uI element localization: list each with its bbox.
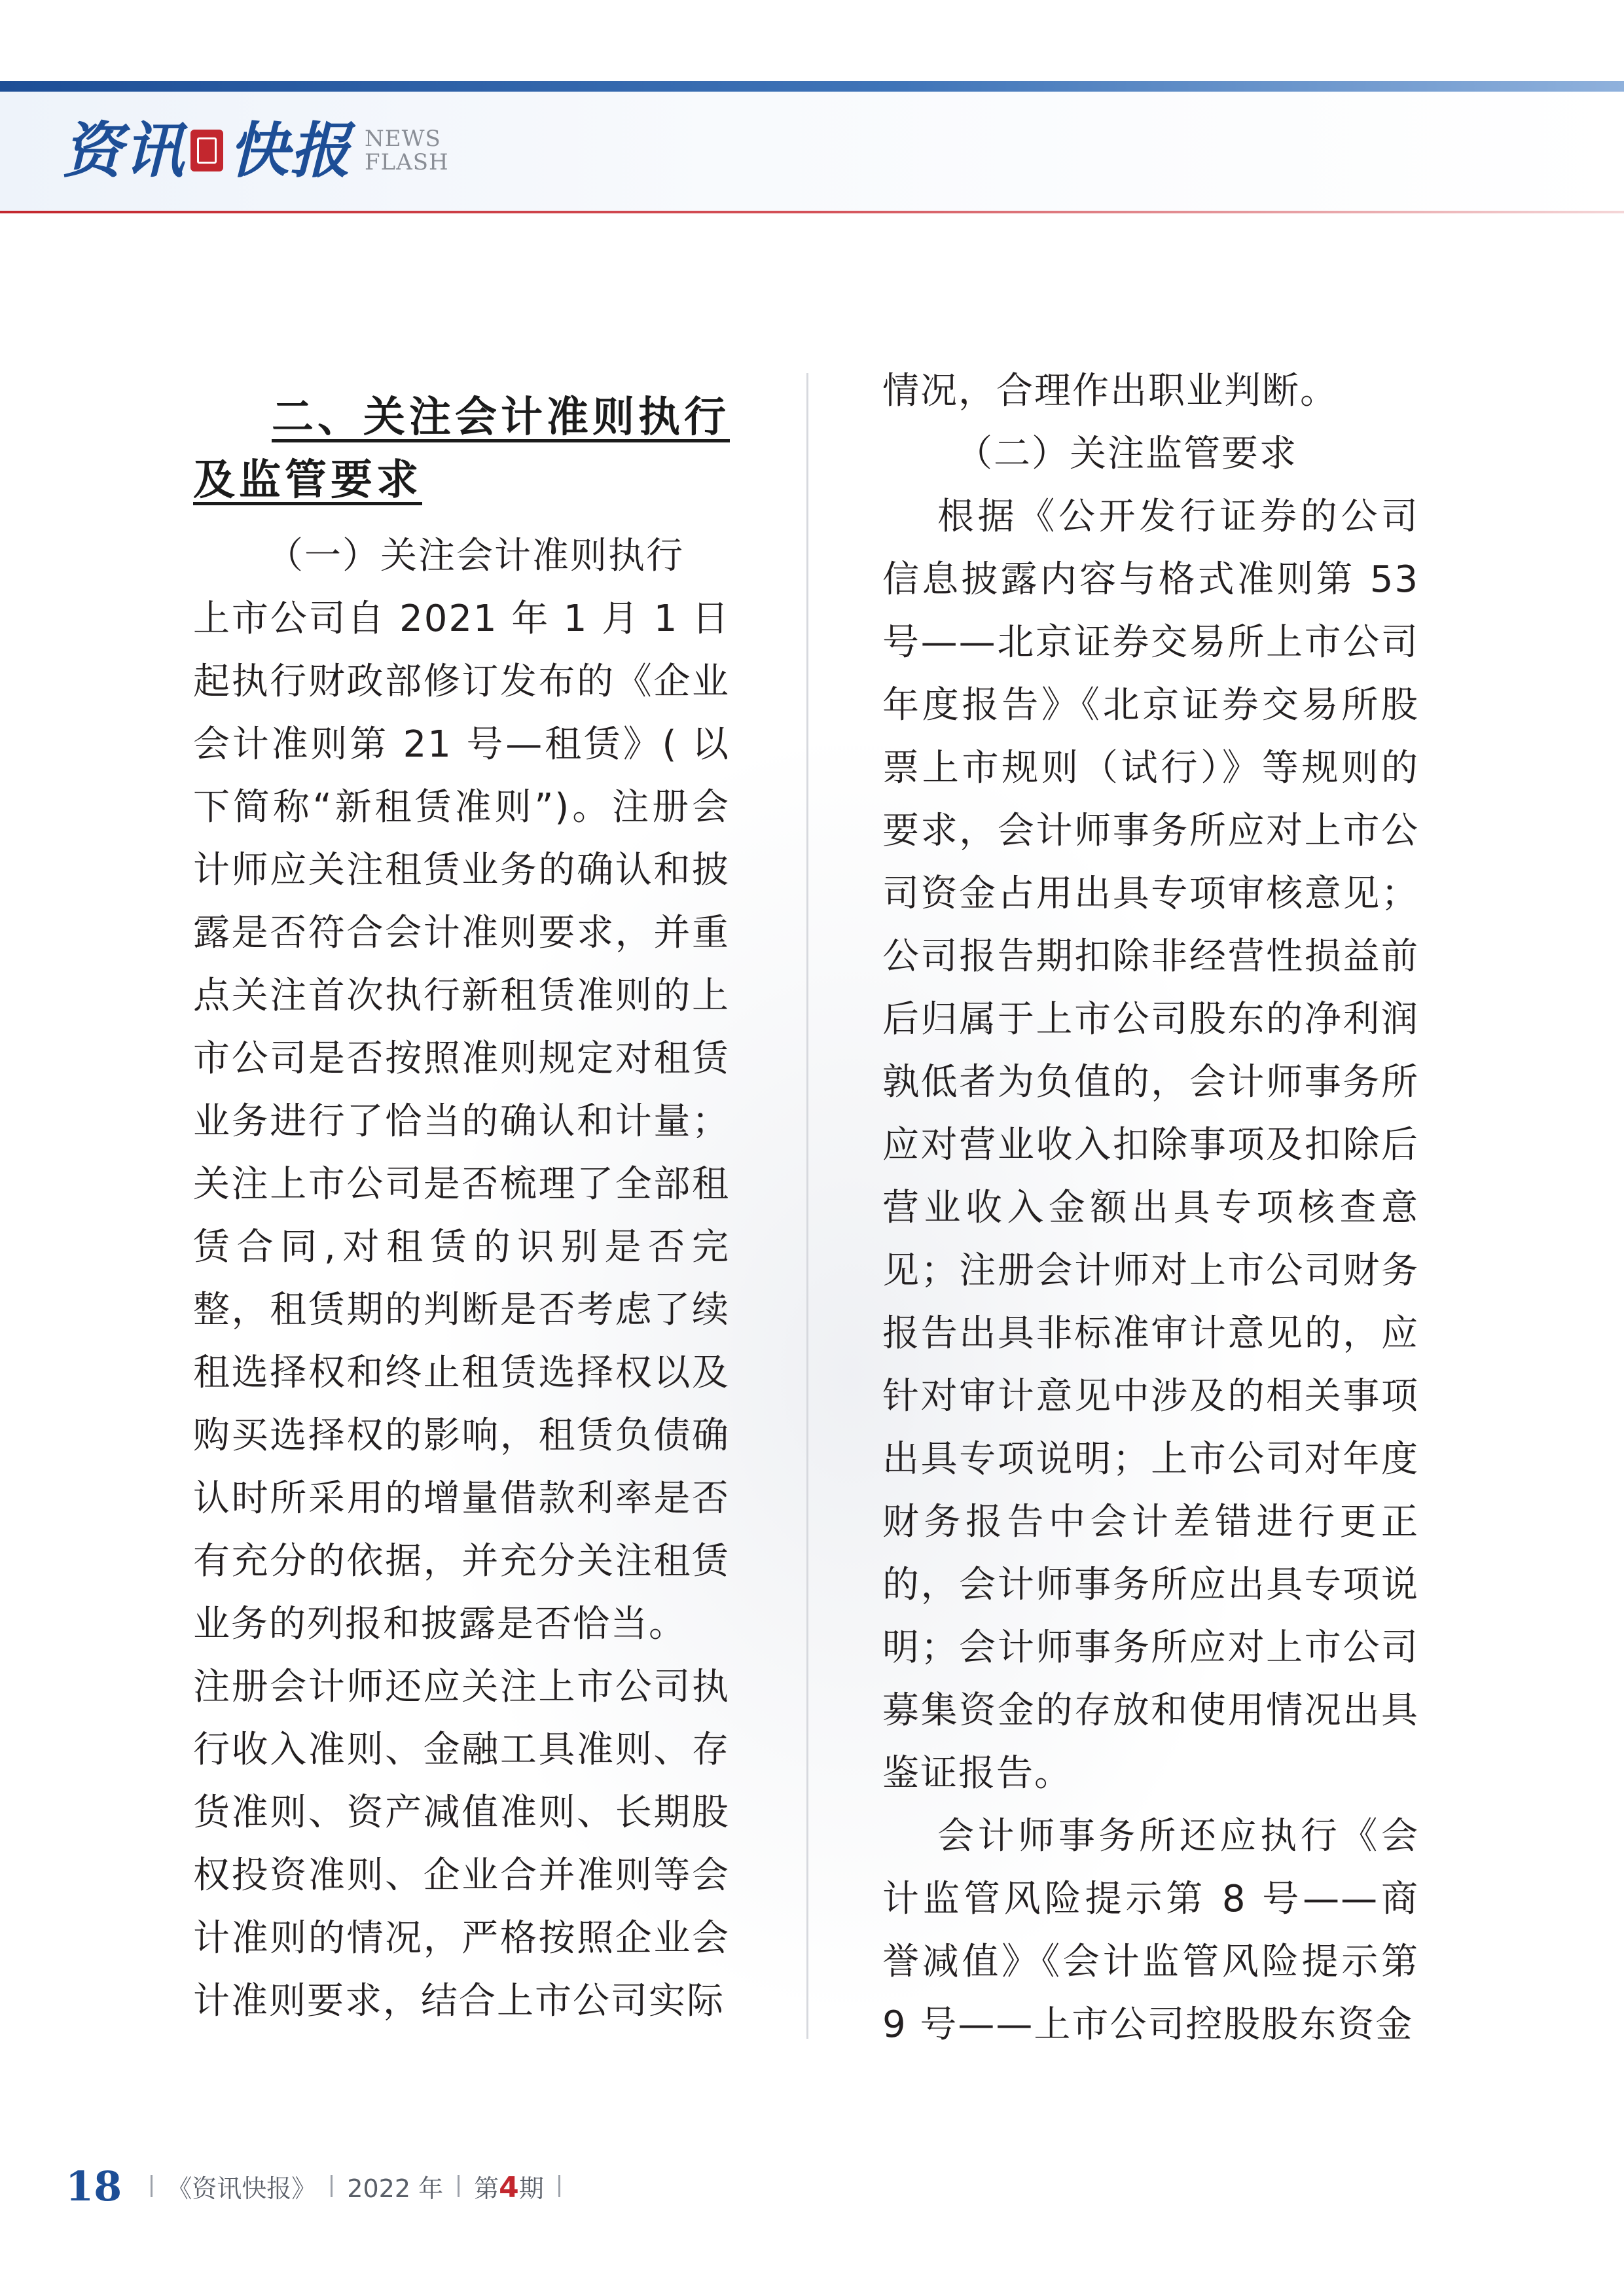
footer-separator (331, 2175, 333, 2197)
brand-title-part2: 快报 (228, 115, 352, 186)
footer-publication: 《资讯快报》 (167, 2174, 317, 2203)
footer-separator (151, 2175, 153, 2197)
paragraph-lease-standard: 上市公司自 2021 年 1 月 1 日起执行财政部修订发布的《企业会计准则第 21 号—租赁》( 以下简称“新租赁准则”)。注册会计师应关注租赁业务的确认和披露是否符合会计准则要求，并重点关注首次执行新租赁准则的上市公司是否按照准则规定对租赁业务进行了恰当的确认和计量；关注上市公司是否梳理了全部租赁合同,对租赁的识别是否完整，租赁期的判断是否考虑了续租选择权和终止租赁选择权以及购买选择权的影响，租赁负债确认时所采用的增量借款利率是否有充分的依据，并充分关注租赁业务的列报和披露是否恰当。 (193, 598, 730, 1645)
brand-english-line2: FLASH (365, 149, 449, 175)
footer-issue-suffix: 期 (518, 2174, 544, 2203)
subheading-regulatory-requirements: （二）关注监管要求 (956, 433, 1297, 475)
section-heading (193, 386, 730, 512)
page-footer (65, 2153, 575, 2219)
footer-issue-number: 4 (499, 2170, 519, 2204)
subheading-accounting-standards: （一）关注会计准则执行 (266, 535, 684, 577)
footer-issue (474, 2168, 544, 2204)
page-number: 18 (65, 2162, 122, 2210)
header-bottom-rule (0, 211, 1624, 213)
seal-icon (190, 130, 223, 171)
footer-separator (458, 2175, 460, 2197)
header-top-rule (0, 81, 1624, 92)
footer-year: 2022 年 (347, 2174, 444, 2203)
footer-issue-prefix: 第 (474, 2174, 499, 2203)
section-heading-line1: 二、关注会计准则执行 (272, 393, 730, 442)
brand-english-line1: NEWS (365, 126, 441, 152)
column-divider (806, 373, 808, 2039)
left-column (193, 386, 730, 2033)
brand-title-part1: 资讯 (62, 115, 186, 186)
section-heading-line2: 及监管要求 (193, 456, 422, 505)
footer-separator (558, 2175, 560, 2197)
paragraph-disclosure-rules: 根据《公开发行证券的公司信息披露内容与格式准则第 53 号——北京证券交易所上市公司年度报告》《北京证券交易所股票上市规则（试行）》等规则的要求，会计师事务所应对上市公司资金占用出具专项审核意见；公司报告期扣除非经营性损益前后归属于上市公司股东的净利润孰低者为负值的，会计师事务所应对营业收入扣除事项及扣除后营业收入金额出具专项核查意见；注册会计师对上市公司财务报告出具非标准审计意见的，应针对审计意见中涉及的相关事项出具专项说明；上市公司对年度财务报告中会计差错进行更正的，会计师事务所应出具专项说明；会计师事务所应对上市公司募集资金的存放和使用情况出具鉴证报告。 (882, 495, 1419, 1795)
paragraph-other-standards: 注册会计师还应关注上市公司执行收入准则、金融工具准则、存货准则、资产减值准则、长期股权投资准则、企业合并准则等会计准则的情况，严格按照企业会计准则要求，结合上市公司实际 (193, 1666, 730, 2022)
paragraph-risk-alerts: 会计师事务所还应执行《会计监管风险提示第 8 号——商誉减值》《会计监管风险提示第 9 号——上市公司控股股东资金 (882, 1815, 1419, 2046)
brand-english (365, 127, 449, 174)
paragraph-continuation: 情况，合理作出职业判断。 (882, 370, 1338, 412)
right-column (882, 360, 1419, 2056)
masthead-logo (62, 115, 449, 187)
